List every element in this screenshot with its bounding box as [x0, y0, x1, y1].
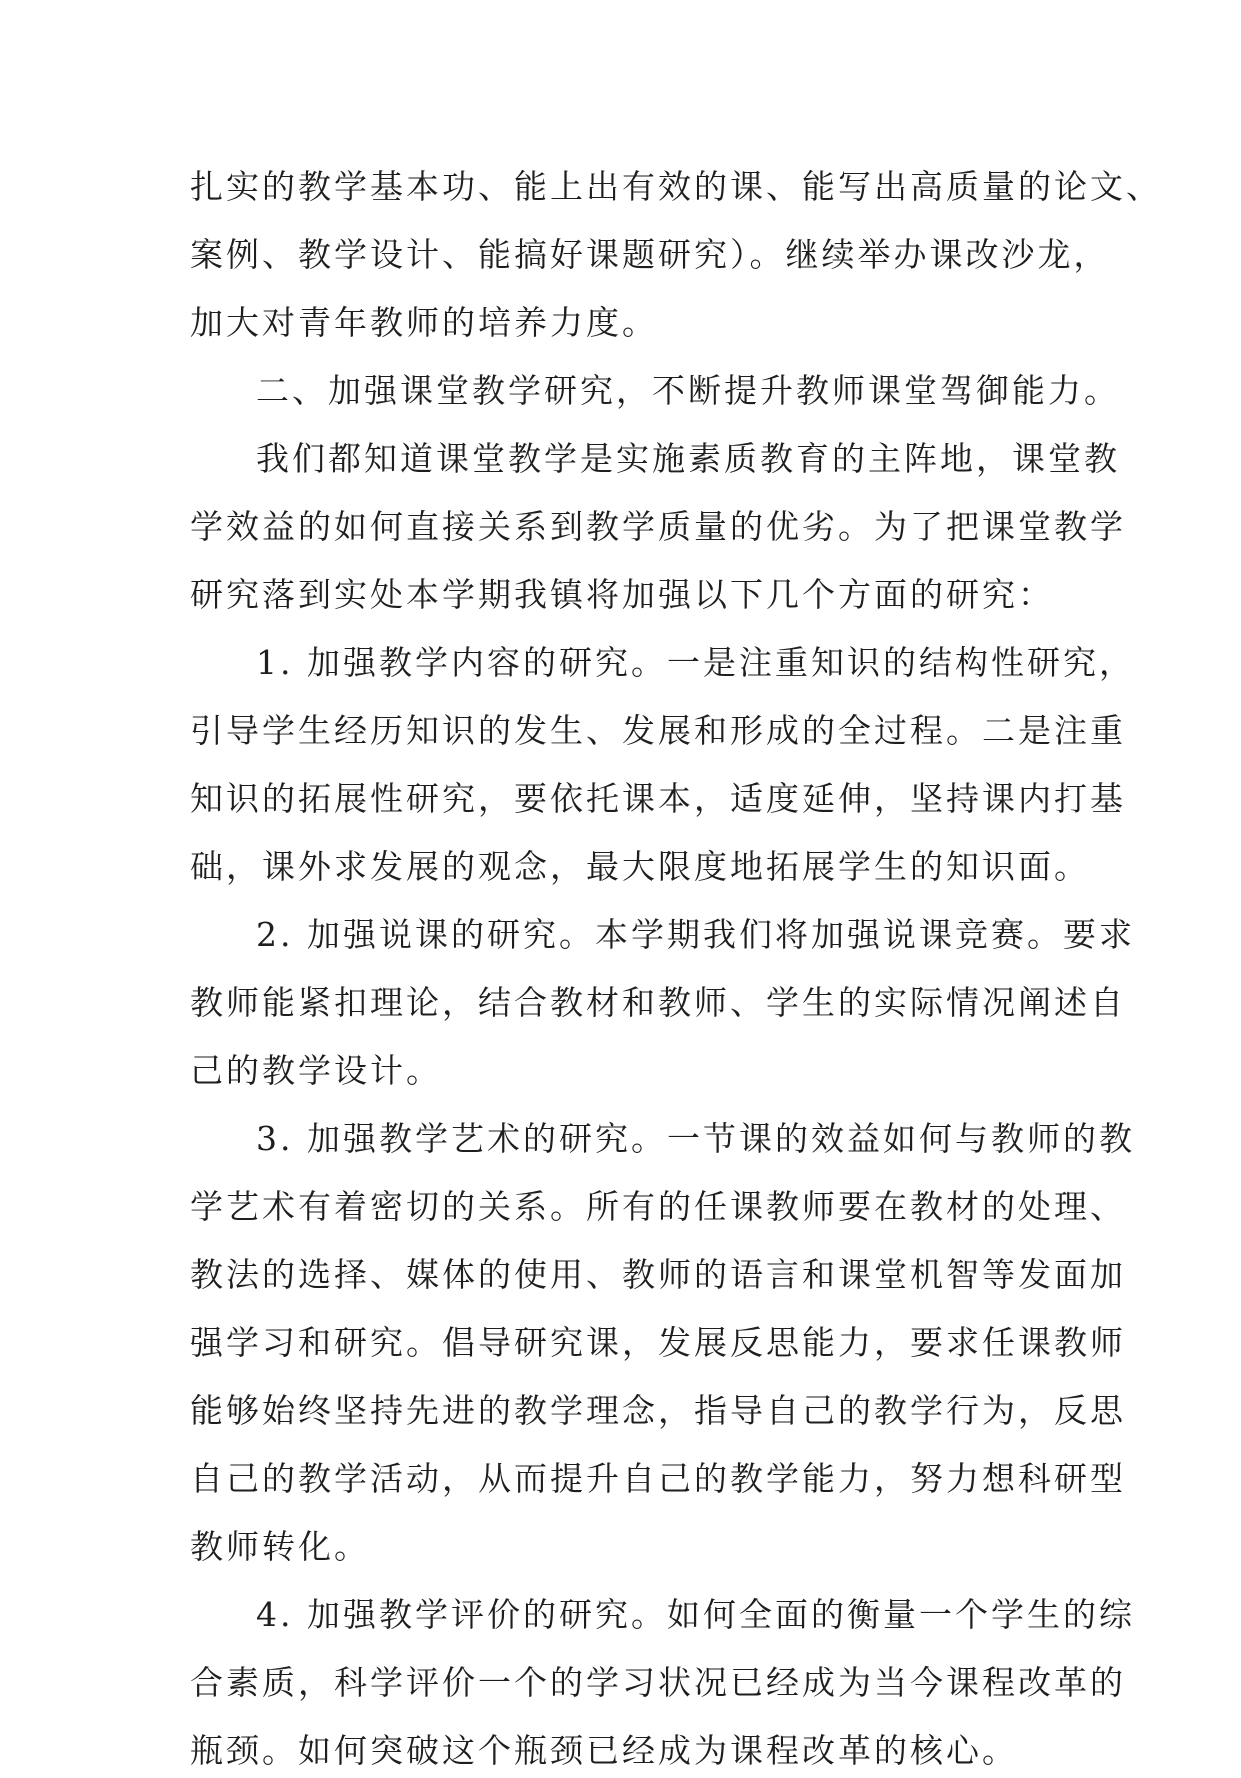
text-line: 能够始终坚持先进的教学理念，指导自己的教学行为，反思	[190, 1391, 1126, 1430]
text-line: 础，课外求发展的观念，最大限度地拓展学生的知识面。	[190, 847, 1090, 886]
text-line: 教师转化。	[190, 1527, 370, 1566]
list-item-3-start: 3. 加强教学艺术的研究。一节课的效益如何与教师的教	[256, 1119, 1135, 1158]
list-item-1-start: 1. 加强教学内容的研究。一是注重知识的结构性研究，	[256, 643, 1135, 682]
text-line: 引导学生经历知识的发生、发展和形成的全过程。二是注重	[190, 711, 1126, 750]
section-heading: 二、加强课堂教学研究，不断提升教师课堂驾御能力。	[256, 371, 1120, 410]
list-item-2-start: 2. 加强说课的研究。本学期我们将加强说课竞赛。要求	[256, 915, 1135, 954]
text-line: 加大对青年教师的培养力度。	[190, 303, 658, 342]
text-line: 学艺术有着密切的关系。所有的任课教师要在教材的处理、	[190, 1187, 1126, 1226]
text-line: 瓶颈。如何突破这个瓶颈已经成为课程改革的核心。	[190, 1731, 1018, 1770]
text-line: 强学习和研究。倡导研究课，发展反思能力，要求任课教师	[190, 1323, 1126, 1362]
text-line: 扎实的教学基本功、能上出有效的课、能写出高质量的论文、	[190, 167, 1162, 206]
text-line: 我们都知道课堂教学是实施素质教育的主阵地，课堂教	[256, 439, 1120, 478]
text-line: 知识的拓展性研究，要依托课本，适度延伸，坚持课内打基	[190, 779, 1126, 818]
text-line: 合素质，科学评价一个的学习状况已经成为当今课程改革的	[190, 1663, 1126, 1702]
list-item-4-start: 4. 加强教学评价的研究。如何全面的衡量一个学生的综	[256, 1595, 1135, 1634]
text-line: 己的教学设计。	[190, 1051, 442, 1090]
document-body	[190, 160, 1162, 1778]
text-line: 教法的选择、媒体的使用、教师的语言和课堂机智等发面加	[190, 1255, 1126, 1294]
text-line: 教师能紧扣理论，结合教材和教师、学生的实际情况阐述自	[190, 983, 1126, 1022]
text-line: 学效益的如何直接关系到教学质量的优劣。为了把课堂教学	[190, 507, 1126, 546]
text-line: 案例、教学设计、能搞好课题研究）。继续举办课改沙龙，	[190, 235, 1110, 274]
text-line: 研究落到实处本学期我镇将加强以下几个方面的研究：	[190, 575, 1054, 614]
text-line: 自己的教学活动，从而提升自己的教学能力，努力想科研型	[190, 1459, 1126, 1498]
